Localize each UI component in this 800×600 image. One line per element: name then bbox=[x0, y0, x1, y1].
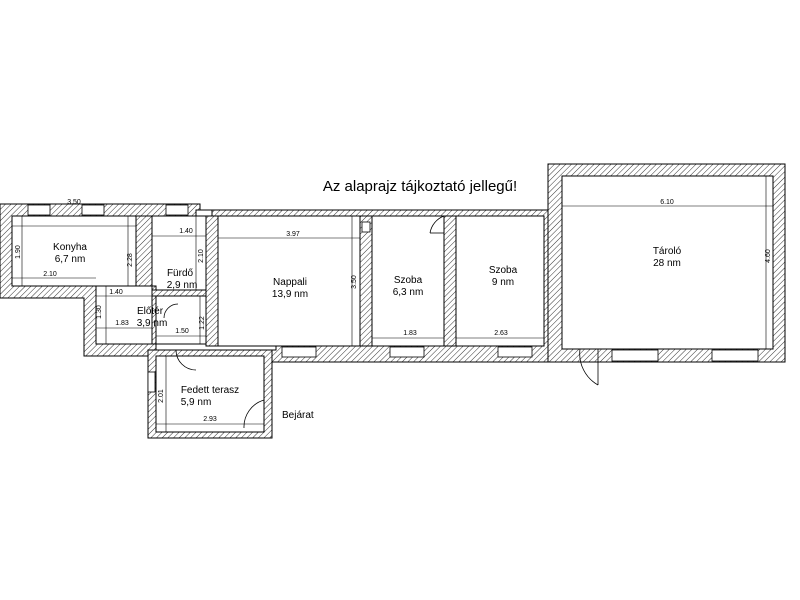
dim-tarolo-width: 6.10 bbox=[660, 199, 674, 206]
label-terasz-name: Fedett terasz bbox=[180, 385, 240, 396]
window-konyha-2 bbox=[82, 205, 104, 215]
dim-konyha-height-left: 1.90 bbox=[15, 245, 22, 259]
dim-konyha-width: 3.50 bbox=[67, 199, 81, 206]
dim-furdo-width: 1.40 bbox=[179, 228, 193, 235]
label-nappali-name: Nappali bbox=[273, 277, 307, 288]
wall-konyha-furdo bbox=[136, 216, 152, 286]
label-szoba2-name: Szoba bbox=[488, 265, 518, 276]
window-vent bbox=[362, 222, 370, 232]
window-tarolo-2 bbox=[712, 350, 758, 361]
label-szoba2-area: 9 nm bbox=[491, 277, 515, 288]
plan-title: Az alaprajz tájkoztató jellegű! bbox=[322, 178, 518, 195]
dim-szoba2-width: 2.63 bbox=[494, 330, 508, 337]
wall-szoba-szoba bbox=[444, 216, 456, 346]
window-furdo bbox=[166, 205, 188, 215]
dim-terasz-height: 2.01 bbox=[158, 389, 165, 403]
wall-furdo-nappali bbox=[206, 216, 218, 346]
label-eloter-name: Előtér bbox=[136, 306, 164, 317]
label-konyha-area: 6,7 nm bbox=[54, 254, 86, 265]
label-eloter-area: 3,9 nm bbox=[136, 318, 168, 329]
window-szoba1-bottom bbox=[390, 347, 424, 357]
window-konyha-1 bbox=[28, 205, 50, 215]
dim-szoba1-width: 1.83 bbox=[403, 330, 417, 337]
label-furdo-area: 2,9 nm bbox=[166, 280, 198, 291]
wall-nappali-szoba bbox=[360, 216, 372, 346]
window-szoba2-bottom bbox=[498, 347, 532, 357]
label-szoba1-name: Szoba bbox=[393, 275, 423, 286]
dim-terasz-width: 2.93 bbox=[203, 416, 217, 423]
dim-eloter-right-height: 1.22 bbox=[199, 316, 206, 330]
label-nappali-area: 13,9 nm bbox=[271, 289, 309, 300]
dim-eloter-left: 1.30 bbox=[96, 305, 103, 319]
label-terasz-area: 5,9 nm bbox=[180, 397, 212, 408]
dim-eloter-top: 1.40 bbox=[109, 289, 123, 296]
dim-tarolo-height: 4.60 bbox=[765, 249, 772, 263]
label-szoba1-area: 6,3 nm bbox=[392, 287, 424, 298]
label-furdo-name: Fürdő bbox=[166, 268, 194, 279]
window-terasz bbox=[148, 372, 155, 392]
label-tarolo-area: 28 nm bbox=[653, 258, 681, 269]
dim-nappali-width: 3.97 bbox=[286, 231, 300, 238]
label-konyha-name: Konyha bbox=[53, 242, 87, 253]
entrance-label: Bejárat bbox=[282, 410, 314, 421]
dim-eloter-bottom: 1.83 bbox=[115, 320, 129, 327]
dim-konyha-height-right: 2.28 bbox=[127, 253, 134, 267]
window-nappali-bottom bbox=[282, 347, 316, 357]
window-tarolo-1 bbox=[612, 350, 658, 361]
label-tarolo-name: Tároló bbox=[652, 246, 682, 257]
dim-eloter-right-width: 1.50 bbox=[175, 328, 189, 335]
dim-nappali-height: 3.50 bbox=[351, 275, 358, 289]
dim-furdo-height: 2.10 bbox=[198, 249, 205, 263]
dim-konyha-bottom: 2.10 bbox=[43, 271, 57, 278]
